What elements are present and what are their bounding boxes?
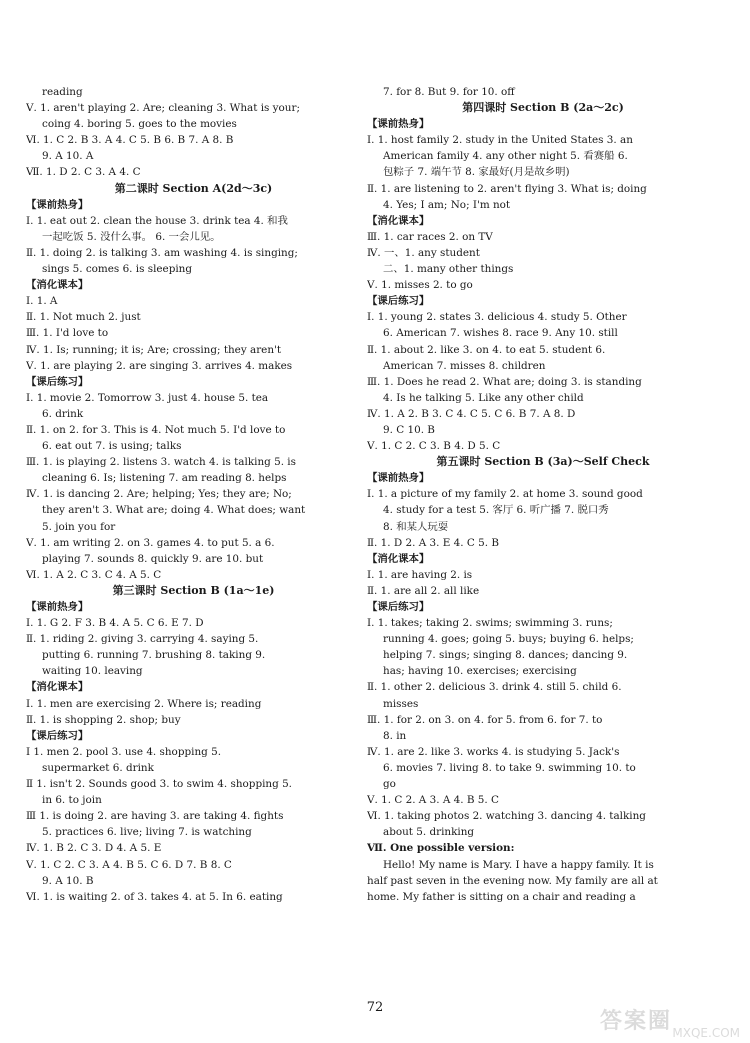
answer-line: reading [42,86,83,98]
answer-line: Ⅰ. 1. a picture of my family 2. at home 3. sound good [367,488,643,501]
answer-line: 7. for 8. But 9. for 10. off [383,86,515,98]
answer-line: home. My father is sitting on a chair and reading a [367,890,636,903]
answer-line: go [383,778,396,791]
page-number: 72 [366,1000,384,1015]
answer-line: supermarket 6. drink [42,761,154,774]
answer-line: Ⅱ. 1. are listening to 2. aren't flying 3. What is; doing [367,182,647,195]
section-title: 第四课时 Section B (2a～2c) [462,101,624,115]
answer-line: 5. practices 6. live; living 7. is watching [42,826,252,839]
answer-line: Ⅴ. 1. misses 2. to go [367,279,473,292]
answer-line: 8. in [383,729,407,742]
answer-line: Ⅳ. 1. Is; running; it is; Are; crossing; they aren't [26,343,282,356]
answer-line: 9. A 10. A [42,150,94,163]
subsection-heading: 【消化课本】 [367,552,430,565]
answer-line: Ⅳ. 1. B 2. C 3. D 4. A 5. E [26,842,162,855]
subsection-heading: 【课前热身】 [367,118,430,131]
answer-line: Ⅵ. 1. C 2. B 3. A 4. C 5. B 6. B 7. A 8. B [26,134,234,147]
answer-line: Ⅲ. 1. is playing 2. listens 3. watch 4. is talking 5. is [26,456,296,469]
answer-line: 5. join you for [42,520,116,533]
answer-line: cleaning 6. Is; listening 7. am reading 8. helps [42,472,287,485]
watermark-text: 答案圈 [600,1009,673,1034]
answer-line: Ⅲ. 1. Does he read 2. What are; doing 3. is standing [367,375,642,388]
answer-line: American family 4. any other night 5. 看赛船 6. [383,150,628,163]
subsection-heading: Ⅶ. One possible version: [367,842,515,855]
answer-line: Ⅲ. 1. I'd love to [26,327,109,340]
answer-line: running 4. goes; going 5. buys; buying 6. helps; [383,633,634,646]
answer-line: misses [383,697,419,710]
subsection-heading: 【消化课本】 [367,214,430,227]
watermark-url: MXQE.COM [672,1026,740,1040]
answer-line: 4. Is he talking 5. Like any other child [383,391,584,404]
answer-line: Ⅵ. 1. A 2. C 3. C 4. A 5. C [26,568,162,581]
answer-line: in 6. to join [42,794,102,807]
answer-line: Hello! My name is Mary. I have a happy family. It is [383,858,654,871]
answer-line: Ⅱ. 1. about 2. like 3. on 4. to eat 5. student 6. [367,343,606,356]
answer-line: has; having 10. exercises; exercising [383,665,577,678]
answer-line: Ⅱ. 1. are all 2. all like [367,584,480,597]
answer-line: Ⅱ. 1. riding 2. giving 3. carrying 4. saying 5. [26,633,259,646]
answer-line: Ⅰ. 1. eat out 2. clean the house 3. drink tea 4. 和我 [26,214,288,227]
answer-line: Ⅴ. 1. C 2. C 3. B 4. D 5. C [367,440,501,453]
answer-line: Ⅴ. 1. C 2. C 3. A 4. B 5. C 6. D 7. B 8. C [26,858,232,871]
subsection-heading: 【课前热身】 [367,472,430,485]
answer-line: Ⅰ. 1. men are exercising 2. Where is; reading [26,697,262,710]
answer-line: Ⅱ 1. isn't 2. Sounds good 3. to swim 4. shopping 5. [26,778,292,791]
answer-line: Ⅰ. 1. young 2. states 3. delicious 4. study 5. Other [367,311,627,324]
answer-line: playing 7. sounds 8. quickly 9. are 10. but [42,552,264,565]
answer-line: Ⅴ. 1. am writing 2. on 3. games 4. to put 5. a 6. [26,536,275,549]
answer-line: Ⅰ. 1. movie 2. Tomorrow 3. just 4. house 5. tea [26,391,269,404]
answer-line: they aren't 3. What are; doing 4. What does; want [42,504,306,517]
answer-line: 6. eat out 7. is using; talks [42,440,182,453]
answer-line: Ⅳ. 1. A 2. B 3. C 4. C 5. C 6. B 7. A 8. D [367,407,576,420]
answer-line: Ⅰ. 1. takes; taking 2. swims; swimming 3. runs; [367,617,613,630]
answer-line: Ⅳ. 1. are 2. like 3. works 4. is studying 5. Jack's [367,745,620,758]
answer-line: Ⅳ. 一、1. any student [367,246,480,259]
answer-line: Ⅱ. 1. Not much 2. just [26,311,141,324]
subsection-heading: 【消化课本】 [26,279,89,292]
answer-line: 6. movies 7. living 8. to take 9. swimming 10. to [383,761,636,774]
answer-line: helping 7. sings; singing 8. dances; dancing 9. [383,649,628,662]
answer-line: Ⅴ. 1. aren't playing 2. Are; cleaning 3. What is your; [26,102,300,115]
subsection-heading: 【消化课本】 [26,681,89,694]
answer-line: 二、1. many other things [383,263,514,276]
answer-line: Ⅲ 1. is doing 2. are having 3. are taking 4. fights [26,810,284,823]
answer-line: 8. 和某人玩耍 [383,520,449,533]
answer-line: Ⅵ. 1. is waiting 2. of 3. takes 4. at 5. In 6. eating [26,890,283,903]
answer-line: 4. study for a test 5. 客厅 6. 听广播 7. 脱口秀 [383,504,609,517]
subsection-heading: 【课后练习】 [26,729,89,742]
subsection-heading: 【课后练习】 [367,601,430,613]
right-column [367,84,719,905]
watermark-logo [600,1004,740,1040]
answer-line: Ⅱ. 1. doing 2. is talking 3. am washing 4. is singing; [26,246,298,259]
answer-line: Ⅱ. 1. D 2. A 3. E 4. C 5. B [367,536,499,549]
left-column [26,84,361,905]
answer-line: 4. Yes; I am; No; I'm not [383,198,511,211]
answer-line: American 7. misses 8. children [383,359,546,372]
answer-line: Ⅳ. 1. is dancing 2. Are; helping; Yes; they are; No; [26,488,292,501]
subsection-heading: 【课后练习】 [367,295,430,308]
answer-line: Ⅰ. 1. are having 2. is [367,568,473,581]
answer-line: Ⅲ. 1. for 2. on 3. on 4. for 5. from 6. for 7. to [367,713,603,726]
subsection-heading: 【课后练习】 [26,375,89,388]
answer-line: Ⅰ. 1. A [26,295,58,308]
answer-line: 9. C 10. B [383,423,435,436]
answer-line: Ⅵ. 1. taking photos 2. watching 3. dancing 4. talking [367,810,646,823]
answer-line: Ⅱ. 1. on 2. for 3. This is 4. Not much 5. I'd love to [26,423,286,436]
answer-line: 包粽子 7. 端午节 8. 家最好(月是故乡明) [383,166,570,179]
answer-line: coing 4. boring 5. goes to the movies [42,118,237,131]
answer-line: Ⅴ. 1. are playing 2. are singing 3. arrives 4. makes [26,359,293,372]
section-title: 第三课时 Section B (1a～1e) [112,583,275,597]
answer-line: Ⅰ. 1. G 2. F 3. B 4. A 5. C 6. E 7. D [26,617,204,630]
answer-line: 一起吃饭 5. 没什么事。 6. 一会儿见。 [42,230,221,243]
answer-line: waiting 10. leaving [42,665,143,678]
answer-line: sings 5. comes 6. is sleeping [42,263,193,276]
answer-line: 6. American 7. wishes 8. race 9. Any 10. still [383,327,618,340]
section-title: 第五课时 Section B (3a)～Self Check [436,455,650,469]
answer-line: 9. A 10. B [42,874,94,887]
subsection-heading: 【课前热身】 [26,601,89,613]
section-title: 第二课时 Section A(2d～3c) [114,181,273,195]
answer-line: Ⅶ. 1. D 2. C 3. A 4. C [26,166,141,179]
answer-line: Ⅱ. 1. other 2. delicious 3. drink 4. still 5. child 6. [367,681,622,694]
answer-line: Ⅰ 1. men 2. pool 3. use 4. shopping 5. [26,745,222,758]
answer-line: putting 6. running 7. brushing 8. taking 9. [42,649,266,662]
answer-line: Ⅱ. 1. is shopping 2. shop; buy [26,713,181,726]
answer-line: Ⅴ. 1. C 2. A 3. A 4. B 5. C [367,794,499,807]
subsection-heading: 【课前热身】 [26,198,89,211]
answer-line: 6. drink [42,407,84,420]
answer-line: Ⅰ. 1. host family 2. study in the United States 3. an [367,134,633,147]
answer-line: Ⅲ. 1. car races 2. on TV [367,230,493,243]
answer-line: about 5. drinking [383,826,475,839]
answer-line: half past seven in the evening now. My family are all at [367,874,658,887]
